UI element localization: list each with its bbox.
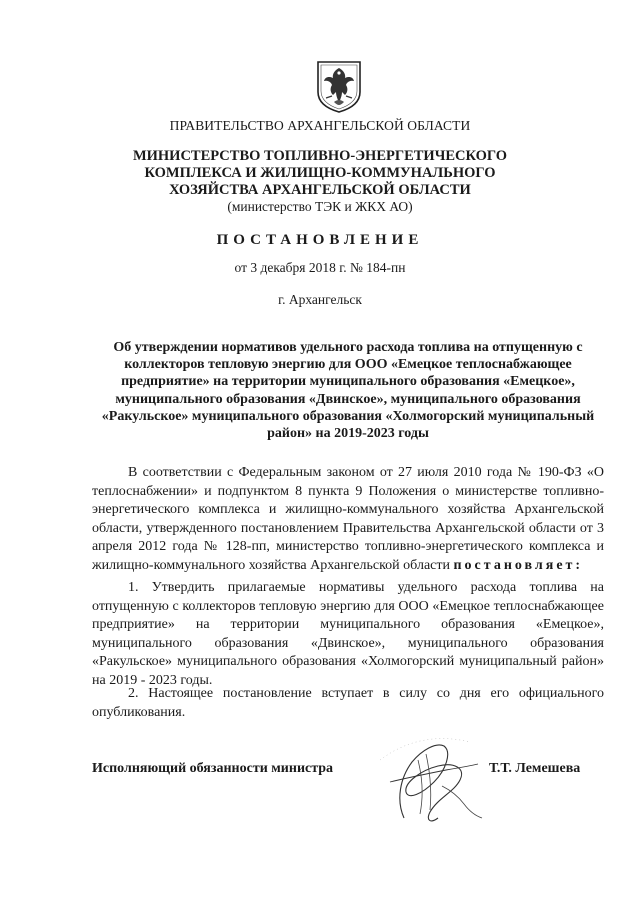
government-name: ПРАВИТЕЛЬСТВО АРХАНГЕЛЬСКОЙ ОБЛАСТИ [169, 118, 471, 133]
decree-subject: Об утверждении нормативов удельного расхода топлива на отпущенную с коллекторов тепловую энергию для ООО «Емецкое теплоснабжающее предприятие» на территории муниципального образования «Емецкое», муниципального образования «Двинское», муниципального образования «Ракульское» муниципального образования «Холмогорский муниципальный район» на 2019-2023 годы [101, 340, 595, 442]
ministry-name [0, 148, 640, 199]
ministry-name-line: МИНИСТЕРСТВО ТОПЛИВНО-ЭНЕРГЕТИЧЕСКОГО [132, 148, 508, 164]
paragraph-preamble [92, 464, 604, 576]
signer-name: Т.Т. Лемешева [489, 761, 581, 776]
paragraph-item-2: 2. Настоящее постановление вступает в силу со дня его официального опубликования. [92, 686, 604, 720]
paragraph-item-1: 1. Утвердить прилагаемые нормативы удельного расхода топлива на отпущенную с коллекторов тепловую энергию для ООО «Емецкое теплоснабжающее предприятие» на территории муниципального образования «Емецкое», муниципального образования «Двинское», муниципального образования «Ракульское» муниципального образования «Холмогорский муниципальный район» на 2019 - 2023 годы. [92, 580, 604, 688]
ministry-name-line: ХОЗЯЙСТВА АРХАНГЕЛЬСКОЙ ОБЛАСТИ [169, 182, 471, 198]
decree-type: ПОСТАНОВЛЕНИЕ [216, 232, 424, 248]
signer-title: Исполняющий обязанности министра [92, 761, 334, 776]
decree-city: г. Архангельск [278, 292, 362, 307]
handwritten-signature [360, 720, 490, 840]
coat-of-arms-icon [314, 58, 364, 114]
ministry-name-line: КОМПЛЕКСА И ЖИЛИЩНО-КОММУНАЛЬНОГО [144, 165, 496, 181]
decree-date-number: от 3 декабря 2018 г. № 184-пн [234, 260, 406, 275]
preamble-text: В соответствии с Федеральным законом от 27 июля 2010 года № 190-ФЗ «О теплоснабжении» и подпунктом 8 пункта 9 Положения о министерстве топливно-энергетического комплекса и жилищно-коммунального хозяйства Архангельской области, утвержденного постановлением Правительства Архангельской области от 3 апреля 2012 года № 128-пп, министерство топливно-энергетического комплекса и жилищно-коммунального хозяйства Архангельской области [92, 465, 604, 573]
preamble-emphasis: постановляет: [453, 557, 584, 573]
ministry-short-name: (министерство ТЭК и ЖКХ АО) [227, 199, 413, 214]
